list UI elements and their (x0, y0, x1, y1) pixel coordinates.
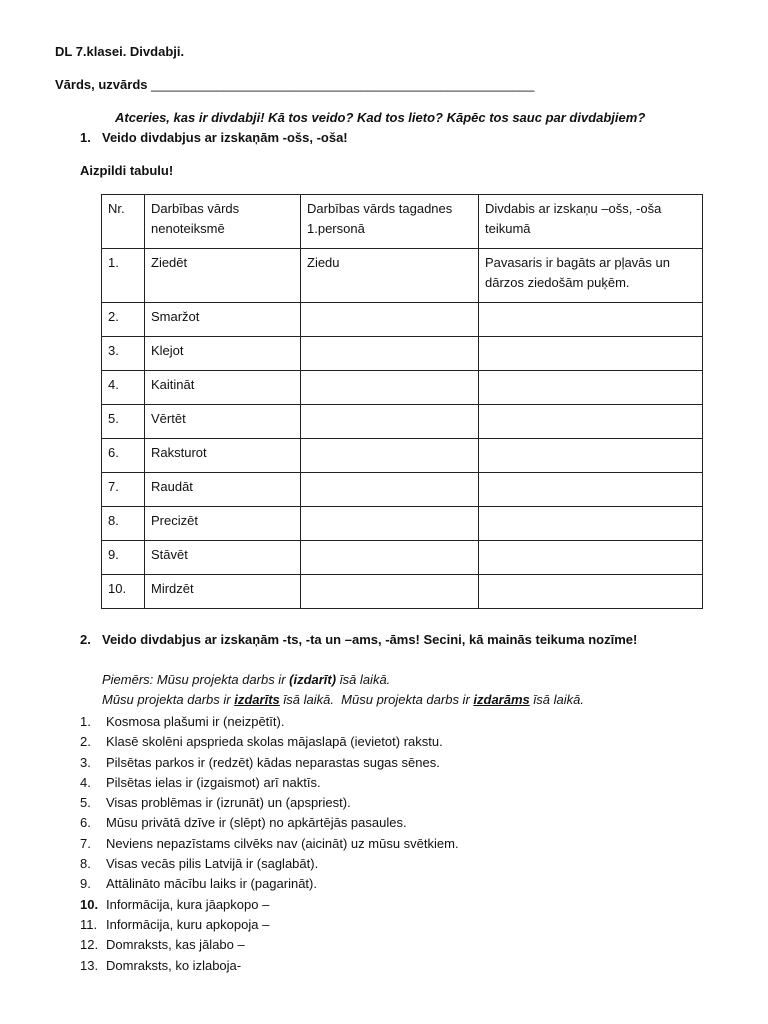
name-label: Vārds, uzvārds (55, 77, 148, 92)
exercise-list (80, 712, 459, 976)
table-row (102, 439, 703, 473)
cell-sentence[interactable] (479, 507, 703, 541)
example2-participle-ams: izdarāms (473, 692, 530, 707)
example2-part2: īsā laikā. Mūsu projekta darbs ir (279, 692, 474, 707)
intro-question: Atceries, kas ir divdabji! Kā tos veido? Kad tos lieto? Kāpēc tos sauc par divdabjiem? (115, 110, 646, 125)
example-text-before: Mūsu projekta darbs ir (153, 672, 290, 687)
item-text: Visas vecās pilis Latvijā ir (saglabāt). (106, 856, 319, 872)
cell-nr: 8. (102, 507, 145, 541)
example-verb: (izdarīt) (289, 672, 337, 687)
cell-present[interactable] (301, 405, 479, 439)
cell-nr: 7. (102, 473, 145, 507)
table-row (102, 249, 703, 303)
list-item (80, 712, 459, 732)
item-text: Pilsētas parkos ir (redzēt) kādas neparastas sugas sēnes. (106, 754, 440, 770)
item-text: Attālināto mācību laiks ir (pagarināt). (106, 876, 317, 892)
list-item (80, 753, 459, 773)
cell-sentence[interactable] (479, 337, 703, 371)
cell-infinitive: Smaržot (145, 303, 301, 337)
table-row (102, 541, 703, 575)
list-item (80, 813, 459, 833)
cell-nr: 10. (102, 575, 145, 609)
item-number: 4. (80, 774, 91, 790)
cell-sentence[interactable] (479, 303, 703, 337)
cell-infinitive: Mirdzēt (145, 575, 301, 609)
example-text-after: īsā laikā. (336, 672, 391, 687)
list-item (80, 915, 459, 935)
task2-number: 2. (80, 632, 91, 647)
cell-present[interactable] (301, 575, 479, 609)
participle-table (101, 194, 703, 609)
item-number: 7. (80, 835, 91, 851)
cell-infinitive: Precizēt (145, 507, 301, 541)
list-item (80, 935, 459, 955)
list-item (80, 956, 459, 976)
cell-present[interactable] (301, 337, 479, 371)
list-item (80, 834, 459, 854)
task2-heading (80, 632, 637, 647)
cell-infinitive: Raksturot (145, 439, 301, 473)
list-item (80, 874, 459, 894)
cell-sentence[interactable] (479, 405, 703, 439)
col-header-infinitive: Darbības vārds nenoteiksmē (145, 195, 301, 249)
table-row (102, 507, 703, 541)
name-blank: _____________________________________________________ (151, 77, 535, 92)
cell-sentence[interactable] (479, 371, 703, 405)
example2-part3: īsā laikā. (529, 692, 584, 707)
item-text: Informācija, kuru apkopoja – (106, 916, 270, 932)
item-number: 11. (80, 916, 98, 932)
table-row (102, 405, 703, 439)
item-number: 12. (80, 937, 99, 953)
col-header-participle: Divdabis ar izskaņu –ošs, -oša teikumā (479, 195, 703, 249)
item-text: Visas problēmas ir (izrunāt) un (apspriest). (106, 795, 351, 811)
item-text: Pilsētas ielas ir (izgaismot) arī naktīs. (106, 774, 321, 790)
cell-present: Ziedu (301, 249, 479, 303)
item-number: 3. (80, 754, 91, 770)
item-number: 6. (80, 815, 91, 831)
task2-heading-text: Veido divdabjus ar izskaņām -ts, -ta un –ams, -āms! Secini, kā mainās teikuma nozīme! (102, 632, 638, 647)
list-item (80, 895, 459, 915)
example-line-1 (102, 672, 390, 687)
cell-present[interactable] (301, 371, 479, 405)
example2-part1: Mūsu projekta darbs ir (102, 692, 235, 707)
list-item (80, 773, 459, 793)
cell-sentence: Pavasaris ir bagāts ar pļavās un dārzos ziedošām puķēm. (479, 249, 703, 303)
cell-nr: 4. (102, 371, 145, 405)
cell-nr: 5. (102, 405, 145, 439)
task1-heading (80, 130, 348, 145)
item-text: Klasē skolēni apsprieda skolas mājaslapā (ievietot) rakstu. (106, 734, 443, 750)
col-header-present: Darbības vārds tagadnes 1.personā (301, 195, 479, 249)
item-text: Neviens nepazīstams cilvēks nav (aicināt) uz mūsu svētkiem. (106, 835, 459, 851)
cell-infinitive: Stāvēt (145, 541, 301, 575)
example-label: Piemērs: (102, 672, 154, 687)
task1-instruction: Aizpildi tabulu! (80, 163, 174, 178)
item-number: 13. (80, 957, 99, 973)
list-item (80, 732, 459, 752)
item-text: Domraksts, kas jālabo – (106, 937, 245, 953)
item-text: Informācija, kura jāapkopo – (106, 896, 270, 912)
cell-sentence[interactable] (479, 473, 703, 507)
cell-infinitive: Vērtēt (145, 405, 301, 439)
item-number: 5. (80, 795, 91, 811)
item-number: 9. (80, 876, 91, 892)
item-text: Domraksts, ko izlaboja- (106, 957, 242, 973)
cell-nr: 2. (102, 303, 145, 337)
cell-nr: 1. (102, 249, 145, 303)
example-line-2 (102, 692, 584, 707)
cell-infinitive: Ziedēt (145, 249, 301, 303)
table-row (102, 303, 703, 337)
col-header-nr: Nr. (102, 195, 145, 249)
table-header-row (102, 195, 703, 249)
cell-present[interactable] (301, 473, 479, 507)
item-number: 10. (80, 896, 99, 912)
example2-participle-ts: izdarīts (234, 692, 280, 707)
page-title: DL 7.klasei. Divdabji. (55, 44, 185, 59)
item-text: Mūsu privātā dzīve ir (slēpt) no apkārtējās pasaules. (106, 815, 407, 831)
cell-sentence[interactable] (479, 541, 703, 575)
item-number: 8. (80, 856, 91, 872)
cell-nr: 9. (102, 541, 145, 575)
table-row (102, 473, 703, 507)
cell-present[interactable] (301, 541, 479, 575)
cell-sentence[interactable] (479, 439, 703, 473)
item-number: 1. (80, 714, 91, 729)
task1-number: 1. (80, 130, 91, 145)
cell-infinitive: Kaitināt (145, 371, 301, 405)
cell-sentence[interactable] (479, 575, 703, 609)
cell-infinitive: Klejot (145, 337, 301, 371)
item-text: Kosmosa plašumi ir (neizpētīt). (106, 714, 285, 729)
list-item (80, 793, 459, 813)
cell-present[interactable] (301, 507, 479, 541)
cell-present[interactable] (301, 303, 479, 337)
cell-nr: 6. (102, 439, 145, 473)
item-number: 2. (80, 734, 91, 750)
table-row (102, 575, 703, 609)
cell-infinitive: Raudāt (145, 473, 301, 507)
cell-nr: 3. (102, 337, 145, 371)
task1-heading-text: Veido divdabjus ar izskaņām -ošs, -oša! (102, 130, 348, 145)
table-row (102, 337, 703, 371)
table-row (102, 371, 703, 405)
list-item (80, 854, 459, 874)
name-field-line (55, 77, 534, 92)
cell-present[interactable] (301, 439, 479, 473)
